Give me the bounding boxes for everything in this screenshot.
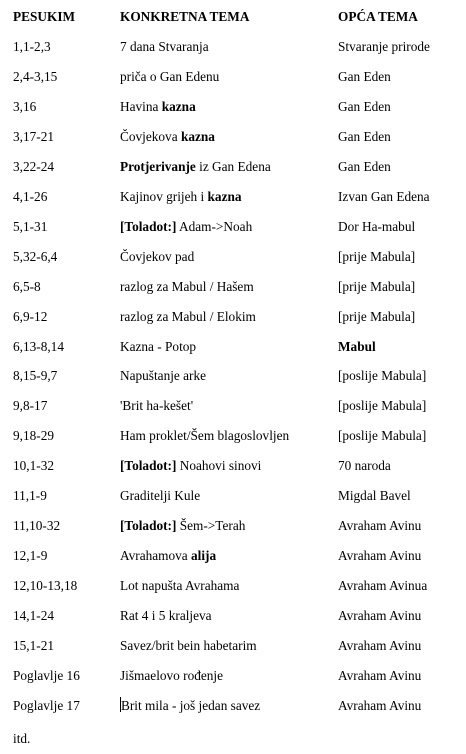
cell-opca-tema [338,247,415,267]
cell-konkretna-tema [120,127,215,147]
table-row [0,516,466,536]
text-run: Šem->Terah [176,518,246,533]
text-run: Čovjekova [120,129,181,144]
bold-text: [Toladot:] [120,458,177,473]
cell-konkretna-tema [120,277,254,297]
cell-pesukim: 15,1-21 [13,638,54,653]
cell-pesukim: 8,15-9,7 [13,368,58,383]
bold-text: Protjerivanje [120,159,196,174]
text-run: Avraham Avinu [338,548,422,563]
table-row [0,337,466,357]
cell-opca-tema [338,67,391,87]
cell-opca-tema [338,606,421,626]
text-run: [prije Mabula] [338,279,416,294]
cell-opca-tema [338,426,426,446]
text-run: Gan Eden [338,159,391,174]
text-run: [prije Mabula] [338,249,416,264]
table-header-row [0,7,466,27]
cell-opca-tema [338,97,391,117]
cell-opca-tema [338,157,391,177]
text-run: Lot napušta Avrahama [120,578,240,593]
cell-konkretna-tema [120,516,245,536]
text-run: 70 naroda [338,458,391,473]
text-run: Stvaranje prirode [338,39,430,54]
cell-opca-tema [338,127,391,147]
header-pesukim: PESUKIM [13,9,76,24]
cell-pesukim: 9,18-29 [13,428,54,443]
text-run: 7 dana Stvaranja [120,39,209,54]
text-run: Havina [120,99,162,114]
cell-opca-tema [338,366,426,386]
cell-konkretna-tema [120,67,219,87]
cell-konkretna-tema [120,187,242,207]
cell-pesukim: 14,1-24 [13,608,54,623]
text-run: Ham proklet/Šem blagoslovljen [120,428,290,443]
table-row [0,396,466,416]
cell-pesukim: 12,10-13,18 [13,578,78,593]
text-run: priča o Gan Edenu [120,69,220,84]
table-row [0,127,466,147]
cell-opca-tema [338,486,411,506]
cell-opca-tema [338,217,415,237]
table-row [0,426,466,446]
table-row [0,456,466,476]
cell-pesukim: 6,9-12 [13,309,48,324]
cell-opca-tema [338,576,427,596]
cell-pesukim: 6,5-8 [13,279,41,294]
cell-pesukim: 5,32-6,4 [13,249,58,264]
cell-konkretna-tema [120,396,193,416]
text-run: Migdal Bavel [338,488,411,503]
footer-text: itd. [13,731,31,746]
cell-opca-tema [338,337,376,357]
text-run: 'Brit ha-kešet' [120,398,194,413]
table-row [0,606,466,626]
text-run: Noahovi sinovi [176,458,262,473]
cell-konkretna-tema [120,157,271,177]
text-run: Napuštanje arke [120,368,207,383]
text-run: Gan Eden [338,69,391,84]
text-run: [poslije Mabula] [338,428,427,443]
cell-opca-tema [338,636,421,656]
table-row [0,486,466,506]
bold-text: Mabul [338,339,376,354]
text-run: Avrahamova [120,548,192,563]
text-run: Rat 4 i 5 kraljeva [120,608,212,623]
cell-pesukim: 10,1-32 [13,458,54,473]
text-run: razlog za Mabul / Elokim [120,309,256,324]
table-row [0,546,466,566]
cell-konkretna-tema [120,217,252,237]
cell-pesukim: 11,1-9 [13,488,47,503]
cell-konkretna-tema [120,337,196,357]
cell-pesukim: 4,1-26 [13,189,48,204]
text-run: Brit mila - još jedan savez [121,698,261,713]
cell-pesukim: 3,16 [13,99,37,114]
text-run: Avraham Avinu [338,518,422,533]
text-run: Kajinov grijeh i [120,189,208,204]
cell-konkretna-tema [120,366,206,386]
bold-text: alija [191,548,217,563]
table-row [0,666,466,686]
bold-text: [Toladot:] [120,518,177,533]
cell-opca-tema [338,307,415,327]
table-row [0,696,466,716]
text-run: Graditelji Kule [120,488,201,503]
table-row [0,217,466,237]
table-row [0,247,466,267]
text-run: Izvan Gan Edena [338,189,430,204]
cell-opca-tema [338,396,426,416]
cell-opca-tema [338,277,415,297]
cell-opca-tema [338,37,430,57]
table-row [0,187,466,207]
text-run: Savez/brit bein habetarim [120,638,257,653]
cell-konkretna-tema [120,247,194,267]
text-run: Gan Eden [338,99,391,114]
cell-pesukim: 12,1-9 [13,548,48,563]
cell-konkretna-tema [120,486,200,506]
bold-text: kazna [161,99,196,114]
text-run: [prije Mabula] [338,309,416,324]
cell-konkretna-tema [120,576,239,596]
text-run: Gan Eden [338,129,391,144]
cell-pesukim: 2,4-3,15 [13,69,58,84]
text-run: Avraham Avinu [338,668,422,683]
bold-text: kazna [207,189,242,204]
table-row [0,97,466,117]
cell-konkretna-tema [120,426,289,446]
cell-pesukim: Poglavlje 17 [13,698,80,713]
cell-konkretna-tema [120,636,257,656]
table-row [0,636,466,656]
bold-text: kazna [180,129,215,144]
table-row [0,67,466,87]
cell-opca-tema [338,187,430,207]
cell-konkretna-tema [120,307,256,327]
text-run: [poslije Mabula] [338,368,427,383]
text-run: razlog za Mabul / Hašem [120,279,254,294]
text-run: Adam->Noah [176,219,253,234]
cell-opca-tema [338,456,391,476]
cell-pesukim: 3,22-24 [13,159,54,174]
header-konkretna-tema: KONKRETNA TEMA [120,9,250,24]
text-run: iz Gan Edena [195,159,271,174]
cell-konkretna-tema [120,37,209,57]
text-run: Avraham Avinu [338,698,422,713]
cell-pesukim: 11,10-32 [13,518,61,533]
cell-pesukim: Poglavlje 16 [13,668,80,683]
text-run: Avraham Avinu [338,608,422,623]
table-row [0,307,466,327]
cell-opca-tema [338,696,421,716]
header-opca-tema: OPĆA TEMA [338,9,418,24]
cell-konkretna-tema [120,666,223,686]
table-row [0,576,466,596]
table-row [0,37,466,57]
table-row [0,157,466,177]
text-run: Jišmaelovo rođenje [120,668,224,683]
text-run: [poslije Mabula] [338,398,427,413]
text-run: Dor Ha-mabul [338,219,416,234]
text-run: Čovjekov pad [120,249,195,264]
cell-konkretna-tema [120,546,216,566]
cell-pesukim: 9,8-17 [13,398,48,413]
text-run: Avraham Avinua [338,578,428,593]
cell-konkretna-tema [120,606,212,626]
text-run: Kazna - Potop [120,339,197,354]
table-row [0,366,466,386]
cell-konkretna-tema [120,696,260,716]
cell-pesukim: 5,1-31 [13,219,48,234]
cell-pesukim: 6,13-8,14 [13,339,64,354]
cell-opca-tema [338,546,421,566]
cell-pesukim: 3,17-21 [13,129,54,144]
bold-text: [Toladot:] [120,219,177,234]
cell-opca-tema [338,516,421,536]
table-row [0,277,466,297]
cell-pesukim: 1,1-2,3 [13,39,51,54]
cell-konkretna-tema [120,97,196,117]
text-run: Avraham Avinu [338,638,422,653]
cell-konkretna-tema [120,456,261,476]
cell-opca-tema [338,666,421,686]
